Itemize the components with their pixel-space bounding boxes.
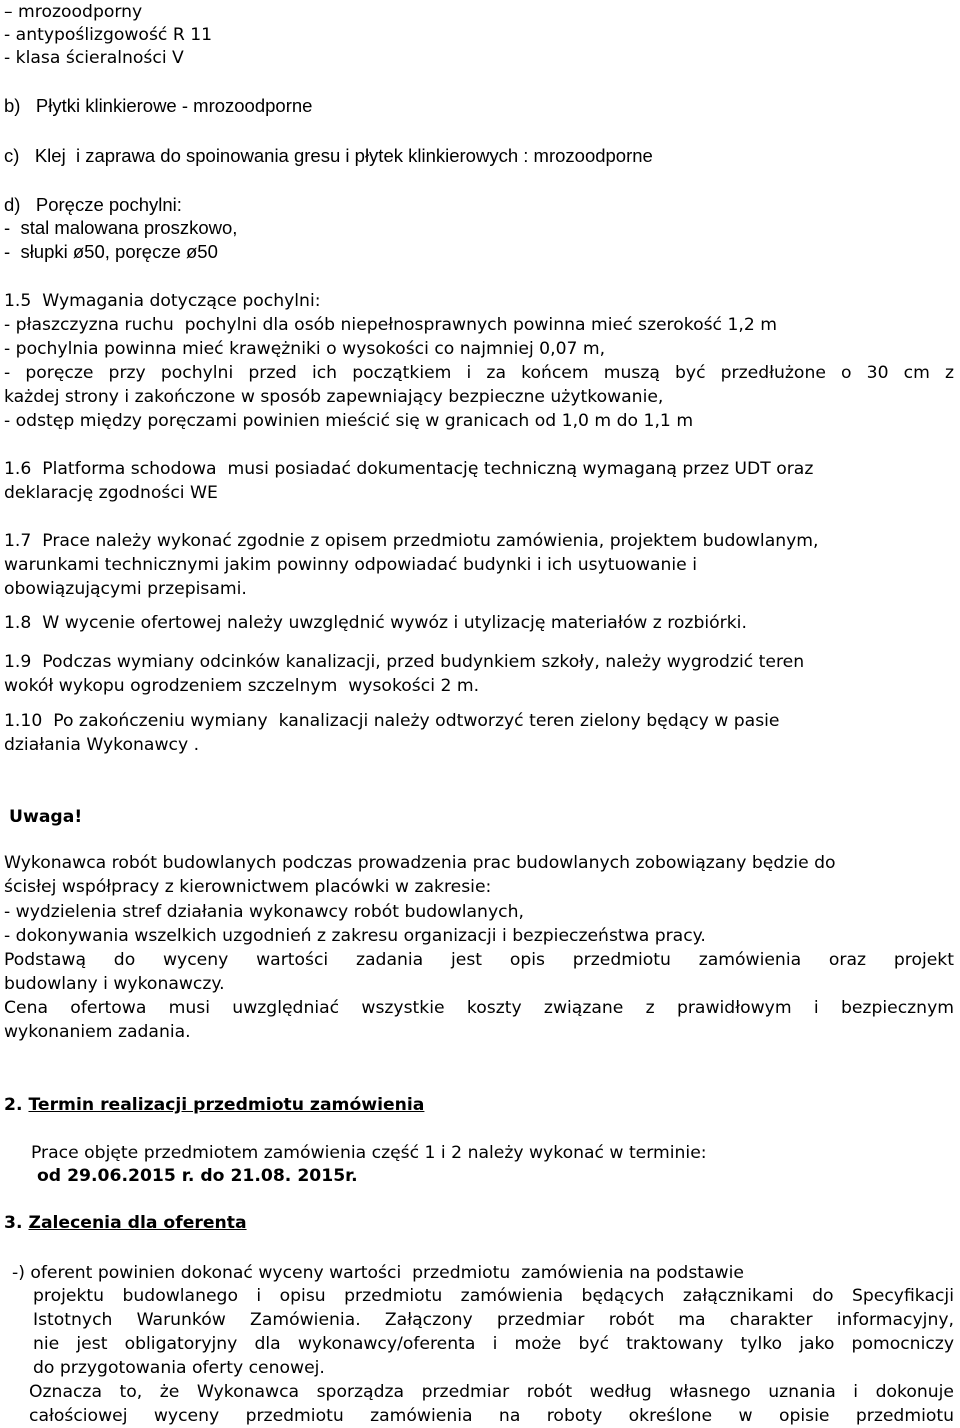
item-c: c) Klej i zaprawa do spoinowania gresu i płytek klinkierowych : mrozoodporne [4,145,653,166]
item-d-title: d) Poręcze pochylni: [4,194,182,215]
section-1-5-title: 1.5 Wymagania dotyczące pochylni: [4,291,321,311]
contractor-line: - dokonywania wszelkich uzgodnień z zakresu organizacji i bezpieczeństwa pracy. [4,926,706,946]
item-d-line: - słupki ø50, poręcze ø50 [4,241,218,262]
section-1-5-line: - pochylnia powinna mieć krawężniki o wysokości co najmniej 0,07 m, [4,339,606,359]
section-2-heading [4,1093,424,1117]
contractor-line: ścisłej współpracy z kierownictwem placówki w zakresie: [4,877,492,897]
section-1-5-line: każdej strony i zakończone w sposób zapewniający bezpieczne użytkowanie, [4,387,664,407]
section-3-number: 3. [4,1213,23,1233]
section-1-5-line: - odstęp między poręczami powinien mieścić się w granicach od 1,0 m do 1,1 m [4,411,694,431]
section-1-5-line: - poręcze przy pochylni przed ich początkiem i za końcem muszą być przedłużone o 30 cm z [4,363,954,383]
section-1-6-line: 1.6 Platforma schodowa musi posiadać dokumentację techniczną wymaganą przez UDT oraz [4,459,814,479]
list-item: - antypoślizgowość R 11 [4,25,213,45]
section-2-text: Prace objęte przedmiotem zamówienia część 1 i 2 należy wykonać w terminie: [31,1143,707,1163]
section-2-number: 2. [4,1095,23,1115]
section-1-10-line: działania Wykonawcy . [4,735,200,755]
list-item: - klasa ścieralności V [4,48,184,68]
section-1-6-line: deklarację zgodności WE [4,483,218,503]
section-1-9-line: wokół wykopu ogrodzeniem szczelnym wysokości 2 m. [4,676,480,696]
section-1-10-line: 1.10 Po zakończeniu wymiany kanalizacji należy odtworzyć teren zielony będący w pasie [4,711,780,731]
section-1-7-line: obowiązującymi przepisami. [4,579,247,599]
contractor-line: budowlany i wykonawczy. [4,974,225,994]
section-1-7-line: warunkami technicznymi jakim powinny odpowiadać budynki i ich usytuowanie i [4,555,697,575]
item-b: b) Płytki klinkierowe - mrozoodporne [4,95,313,116]
contractor-line: Podstawą do wyceny wartości zadania jest opis przedmiotu zamówienia oraz projekt [4,950,954,970]
section-3-heading [4,1211,247,1235]
section-2-dates: od 29.06.2015 r. do 21.08. 2015r. [37,1166,358,1186]
section-1-5-line: - płaszczyzna ruchu pochylni dla osób niepełnosprawnych powinna mieć szerokość 1,2 m [4,315,778,335]
section-1-9-line: 1.9 Podczas wymiany odcinków kanalizacji, przed budynkiem szkoły, należy wygrodzić teren [4,652,805,672]
section-1-8: 1.8 W wycenie ofertowej należy uwzględnić wywóz i utylizację materiałów z rozbiórki. [4,613,747,633]
section-3-line: do przygotowania oferty cenowej. [33,1358,325,1378]
section-3-line: Istotnych Warunków Zamówienia. Załączony przedmiar robót ma charakter informacyjny, [33,1310,954,1330]
list-item: – mrozoodporny [4,2,143,22]
contractor-line: wykonaniem zadania. [4,1022,191,1042]
contractor-line: - wydzielenia stref działania wykonawcy robót budowlanych, [4,902,524,922]
section-2-title: Termin realizacji przedmiotu zamówienia [28,1095,425,1115]
uwaga-heading: Uwaga! [9,807,83,827]
section-3-line: -) oferent powinien dokonać wyceny wartości przedmiotu zamówienia na podstawie [12,1263,744,1283]
section-3-title: Zalecenia dla oferenta [28,1213,247,1233]
section-3-line: projektu budowlanego i opisu przedmiotu zamówienia będących załącznikami do Specyfikacji [33,1286,954,1306]
section-3-line: całościowej wyceny przedmiotu zamówienia na roboty określone w opisie przedmiotu [29,1406,954,1426]
section-1-7-line: 1.7 Prace należy wykonać zgodnie z opisem przedmiotu zamówienia, projektem budowlanym, [4,531,819,551]
item-d-line: - stal malowana proszkowo, [4,217,238,238]
contractor-line: Wykonawca robót budowlanych podczas prowadzenia prac budowlanych zobowiązany będzie do [4,853,836,873]
contractor-line: Cena ofertowa musi uwzględniać wszystkie koszty związane z prawidłowym i bezpiecznym [4,998,954,1018]
section-3-line: nie jest obligatoryjny dla wykonawcy/oferenta i może być traktowany tylko jako pomocniczy [33,1334,954,1354]
section-3-line: Oznacza to, że Wykonawca sporządza przedmiar robót według własnego uznania i dokonuje [29,1382,954,1402]
